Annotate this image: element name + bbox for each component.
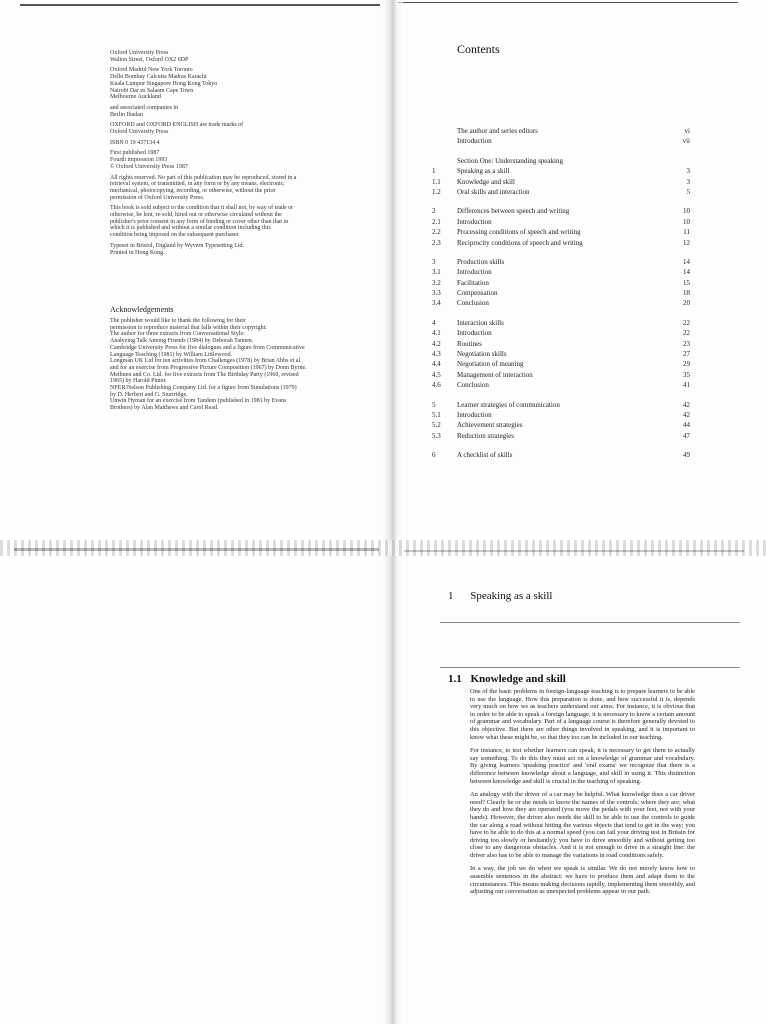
imprint-line: All rights reserved. No part of this publication may be reproduced, stored in a — [110, 174, 297, 181]
imprint-line: Oxford Madrid New York Toronto — [110, 67, 193, 74]
toc-title: A checklist of skills — [457, 451, 513, 460]
toc-row — [432, 420, 690, 430]
toc-number: 2.3 — [432, 238, 441, 247]
scan-gap — [0, 540, 768, 556]
contents-heading: Contents — [457, 42, 500, 56]
toc-page-number: 35 — [683, 370, 690, 379]
toc-page-number: 14 — [683, 268, 690, 277]
chapter-title-text: Speaking as a skill — [470, 590, 553, 602]
toc-title: Management of interaction — [457, 370, 533, 379]
imprint-line: © Oxford University Press 1987 — [110, 163, 188, 170]
imprint-line: Melbourne Auckland — [110, 94, 161, 101]
acknowledgement-line: Methuen and Co. Ltd. for five extracts from The Birthday Party (1960, revised — [110, 371, 299, 378]
toc-title: Oral skills and interaction — [457, 187, 530, 196]
imprint-line: retrieval system, or transmitted, in any form or by any means, electronic, — [110, 181, 285, 188]
imprint-line: ISBN 0 19 437134 4 — [110, 139, 160, 146]
toc-number: 5.2 — [432, 421, 441, 430]
toc-title: Learner strategies of communication — [457, 400, 560, 409]
toc-number — [432, 126, 457, 136]
toc-page-number — [670, 156, 690, 166]
toc-number: 4.1 — [432, 329, 441, 338]
acknowledgement-line: The author for three extracts from Conversational Style: — [110, 331, 245, 338]
acknowledgements-block — [110, 318, 307, 412]
toc-title: Introduction — [457, 329, 492, 338]
toc-number: 1.2 — [432, 187, 441, 196]
toc-row — [432, 450, 690, 460]
toc-title: Speaking as a skill — [457, 167, 510, 176]
toc-row — [432, 267, 690, 277]
toc-row — [432, 339, 690, 349]
toc-row — [432, 166, 690, 176]
toc-number: 6 — [432, 451, 436, 460]
toc-row — [432, 380, 690, 390]
toc-page-number: 12 — [683, 238, 690, 247]
acknowledgement-line: Cambridge University Press for five dialogues and a figure from Communicative — [110, 344, 305, 351]
toc-title: Introduction — [457, 410, 492, 419]
paragraph: In a way, the job we do when we speak is similar. We do not merely know how to assemble sentences in the abstract: we have to produce them and adapt them to the circumstances. This means making decisions rapidly, implementing them smoothly, and adjusting our conversation as unexpected problems appear in our path. — [470, 865, 695, 896]
toc-row — [432, 328, 690, 338]
acknowledgement-line: Language Teaching (1981) by William Littlewood. — [110, 351, 233, 358]
imprint-block — [110, 50, 296, 256]
toc-row — [432, 278, 690, 288]
toc-title: Introduction — [457, 137, 492, 146]
toc-number: 5 — [432, 400, 436, 409]
chapter-title — [448, 590, 552, 602]
toc-title: Conclusion — [457, 381, 489, 390]
toc-number: 4.6 — [432, 381, 441, 390]
toc-number: 4.4 — [432, 360, 441, 369]
toc-page-number: 3 — [686, 177, 690, 186]
toc-number: 1 — [432, 167, 436, 176]
toc-title: Facilitation — [457, 278, 489, 287]
toc-number: 4 — [432, 318, 436, 327]
imprint-line: Printed in Hong Kong. — [110, 249, 165, 256]
imprint-line: OXFORD and OXFORD ENGLISH are trade marks of — [110, 122, 244, 129]
blank-page — [0, 512, 384, 1024]
imprint-line: First published 1987 — [110, 150, 160, 157]
toc-page-number: 44 — [683, 421, 690, 430]
toc-row — [432, 187, 690, 197]
imprint-line: condition being imposed on the subsequent purchaser. — [110, 232, 240, 239]
imprint-line: mechanical, photocopying, recording, or otherwise, without the prior — [110, 187, 276, 194]
toc-row — [432, 359, 690, 369]
toc-row — [432, 370, 690, 380]
acknowledgement-line: 1965) by Harold Pinter. — [110, 378, 167, 385]
toc-page-number: 10 — [683, 207, 690, 216]
toc-page-number: 11 — [683, 228, 690, 237]
imprint-line: Oxford University Press — [110, 50, 169, 56]
imprint-line: Typeset in Bristol, England by Wyvern Typesetting Ltd. — [110, 242, 245, 249]
toc-title: Production skills — [457, 257, 505, 266]
chapter-number: 1 — [448, 590, 454, 602]
section-number: 1.1 — [448, 673, 462, 685]
toc-row — [432, 288, 690, 298]
imprint-line: permission of Oxford University Press. — [110, 194, 205, 201]
toc-title: Processing conditions of speech and writing — [457, 228, 581, 237]
toc-number: 4.2 — [432, 339, 441, 348]
toc-row — [432, 257, 690, 267]
toc-row — [432, 227, 690, 237]
chapter-body — [470, 688, 695, 902]
toc-number — [432, 136, 457, 146]
divider — [440, 667, 740, 668]
toc-page-number: 29 — [683, 360, 690, 369]
acknowledgement-line: The publisher would like to thank the following for their — [110, 318, 246, 324]
toc-page-number: 49 — [683, 451, 690, 460]
toc-row — [432, 177, 690, 187]
acknowledgement-line: NFER/Nelson Publishing Company Ltd. for a figure from Simulations (1979) — [110, 385, 297, 392]
toc-number: 2.1 — [432, 217, 441, 226]
spacer — [432, 391, 690, 400]
toc-row — [432, 349, 690, 359]
toc-row — [432, 298, 690, 308]
spacer — [432, 197, 690, 206]
book-spine — [383, 0, 403, 1024]
imprint-line: Delhi Bombay Calcutta Madras Karachi — [110, 74, 207, 81]
toc-row — [432, 206, 690, 216]
toc-row — [432, 217, 690, 227]
page-edge-line — [20, 4, 380, 6]
toc-number: 5.1 — [432, 410, 441, 419]
imprint-line: Fourth impression 1993 — [110, 157, 168, 164]
toc-number: 5.3 — [432, 431, 441, 440]
toc-page-number: 10 — [683, 217, 690, 226]
toc-page-number: 15 — [683, 278, 690, 287]
toc-title: Section One: Understanding speaking — [457, 156, 563, 165]
toc-title: Interaction skills — [457, 318, 504, 327]
toc-page-number: 18 — [683, 289, 690, 298]
spacer — [432, 309, 690, 318]
paragraph: For instance, to test whether learners can speak, it is necessary to get them to actually say something. To do this they must act on a knowledge of grammar and vocabulary. By giving learners 'speaking practice' and 'oral exams' we recognize that there is a difference between knowledge about a language, and skill in using it. This distinction between knowledge and skill is crucial in the teaching of speaking. — [470, 747, 695, 785]
section-title-text: Knowledge and skill — [470, 673, 566, 685]
acknowledgement-line: by D. Herbert and G. Sturtridge. — [110, 391, 188, 398]
toc-row — [432, 136, 690, 146]
toc-page-number: 42 — [683, 410, 690, 419]
toc-row — [432, 156, 690, 166]
toc-number — [432, 156, 457, 166]
toc-page-number: 20 — [683, 299, 690, 308]
toc-page-number: 47 — [683, 431, 690, 440]
imprint-line: Berlin Ibadan — [110, 111, 143, 118]
acknowledgements-heading: Acknowledgements — [110, 305, 174, 314]
toc-page-number: 42 — [683, 400, 690, 409]
acknowledgement-line: Unwin Hyman for an exercise from Tandem (published in 1981 by Evans — [110, 398, 287, 405]
toc-row — [432, 318, 690, 328]
imprint-line: which it is published and without a similar condition including this — [110, 225, 271, 232]
imprint-line: Kuala Lumpur Singapore Hong Kong Tokyo — [110, 80, 218, 87]
toc-title: Routines — [457, 339, 482, 348]
toc-page-number: 41 — [683, 381, 690, 390]
toc-title: Differences between speech and writing — [457, 207, 570, 216]
acknowledgement-line: Longman UK Ltd for ten activities from Challenges (1978) by Brian Abbs et al. — [110, 358, 302, 365]
imprint-line: This book is sold subject to the condition that it shall not, by way of trade or — [110, 205, 294, 212]
toc-title: Introduction — [457, 268, 492, 277]
toc-number: 3.2 — [432, 278, 441, 287]
toc-page-number: 22 — [683, 329, 690, 338]
toc-page-number: 23 — [683, 339, 690, 348]
toc-number: 3.4 — [432, 299, 441, 308]
toc-row — [432, 400, 690, 410]
toc-page-number: 3 — [686, 167, 690, 176]
toc-title: Compensation — [457, 289, 498, 298]
spacer — [432, 441, 690, 450]
page-edge-line — [398, 2, 738, 3]
toc-title: Knowledge and skill — [457, 177, 515, 186]
toc-number: 4.3 — [432, 350, 441, 359]
paragraph: One of the basic problems in foreign-language teaching is to prepare learners to be able to use the language. How this preparation is done, and how successful it is, depends very much on how we as teachers understand our aims. For instance, it is obvious that in order to be able to speak a foreign language, it is necessary to know a certain amount of grammar and vocabulary. Part of a language course is therefore generally devoted to this objective. But there are other things involved in speaking, and it is important to know what these might be, so that they too can be included in our teaching. — [470, 688, 695, 741]
toc-page-number: 27 — [683, 350, 690, 359]
imprint-line: Walton Street, Oxford OX2 6DP — [110, 56, 189, 63]
imprint-line: and associated companies in — [110, 104, 179, 111]
imprint-line: Oxford University Press — [110, 129, 169, 136]
toc-number: 3.1 — [432, 268, 441, 277]
toc-title: Introduction — [457, 217, 492, 226]
toc-row — [432, 431, 690, 441]
toc-title: The author and series editors — [457, 127, 538, 135]
spacer — [432, 147, 690, 156]
toc-page-number: 5 — [686, 187, 690, 196]
acknowledgement-line: and for an exercise from Progressive Picture Composition (1967) by Donn Byrne. — [110, 364, 307, 371]
imprint-line: Nairobi Dar es Salaam Cape Town — [110, 87, 194, 94]
table-of-contents — [432, 126, 690, 461]
toc-number: 2.2 — [432, 228, 441, 237]
toc-page-number: 14 — [683, 257, 690, 266]
toc-row — [432, 238, 690, 248]
toc-title: Reciprocity conditions of speech and writing — [457, 238, 583, 247]
acknowledgement-line: permission to reproduce material that falls within their copyright: — [110, 324, 267, 331]
imprint-line: publisher's prior consent in any form of binding or cover other than that in — [110, 218, 289, 225]
toc-row — [432, 410, 690, 420]
toc-title: Negotiation of meaning — [457, 360, 524, 369]
toc-row — [432, 126, 690, 136]
toc-page-number: vii — [682, 137, 690, 146]
toc-title: Conclusion — [457, 299, 489, 308]
spacer — [432, 248, 690, 257]
toc-number: 3 — [432, 257, 436, 266]
paragraph: An analogy with the driver of a car may be helpful. What knowledge does a car driver need? Clearly he or she needs to know the names of the controls; where they are; what they do and how they are operated (you move the pedals with your feet, not with your hands). However, the driver also needs the skill to be able to use the controls to guide the car along a road without hitting the various objects that tend to get in the way; you have to be able to do this at a normal speed (you can fail your driving test in Britain for driving too slowly or hesitantly); you have to drive smoothly and without getting too close to any dangerous obstacles. And it is not enough to drive in a straight line: the driver also has to be able to manage the variations in road conditions safely. — [470, 791, 695, 859]
toc-number: 3.3 — [432, 289, 441, 298]
toc-number: 1.1 — [432, 177, 441, 186]
acknowledgement-line: Brothers) by Alan Matthews and Carol Read. — [110, 405, 219, 412]
toc-page-number: 22 — [683, 318, 690, 327]
divider — [440, 622, 740, 623]
toc-title: Reduction strategies — [457, 431, 514, 440]
acknowledgement-line: Analyzing Talk Among Friends (1984) by Deborah Tannen. — [110, 338, 254, 345]
toc-number: 4.5 — [432, 370, 441, 379]
toc-page-number: vi — [684, 127, 690, 135]
toc-title: Achievement strategies — [457, 421, 523, 430]
section-title — [448, 673, 566, 685]
toc-number: 2 — [432, 207, 436, 216]
imprint-line: otherwise, be lent, re-sold, hired out or otherwise circulated without the — [110, 212, 282, 219]
toc-title: Negotiation skills — [457, 350, 507, 359]
